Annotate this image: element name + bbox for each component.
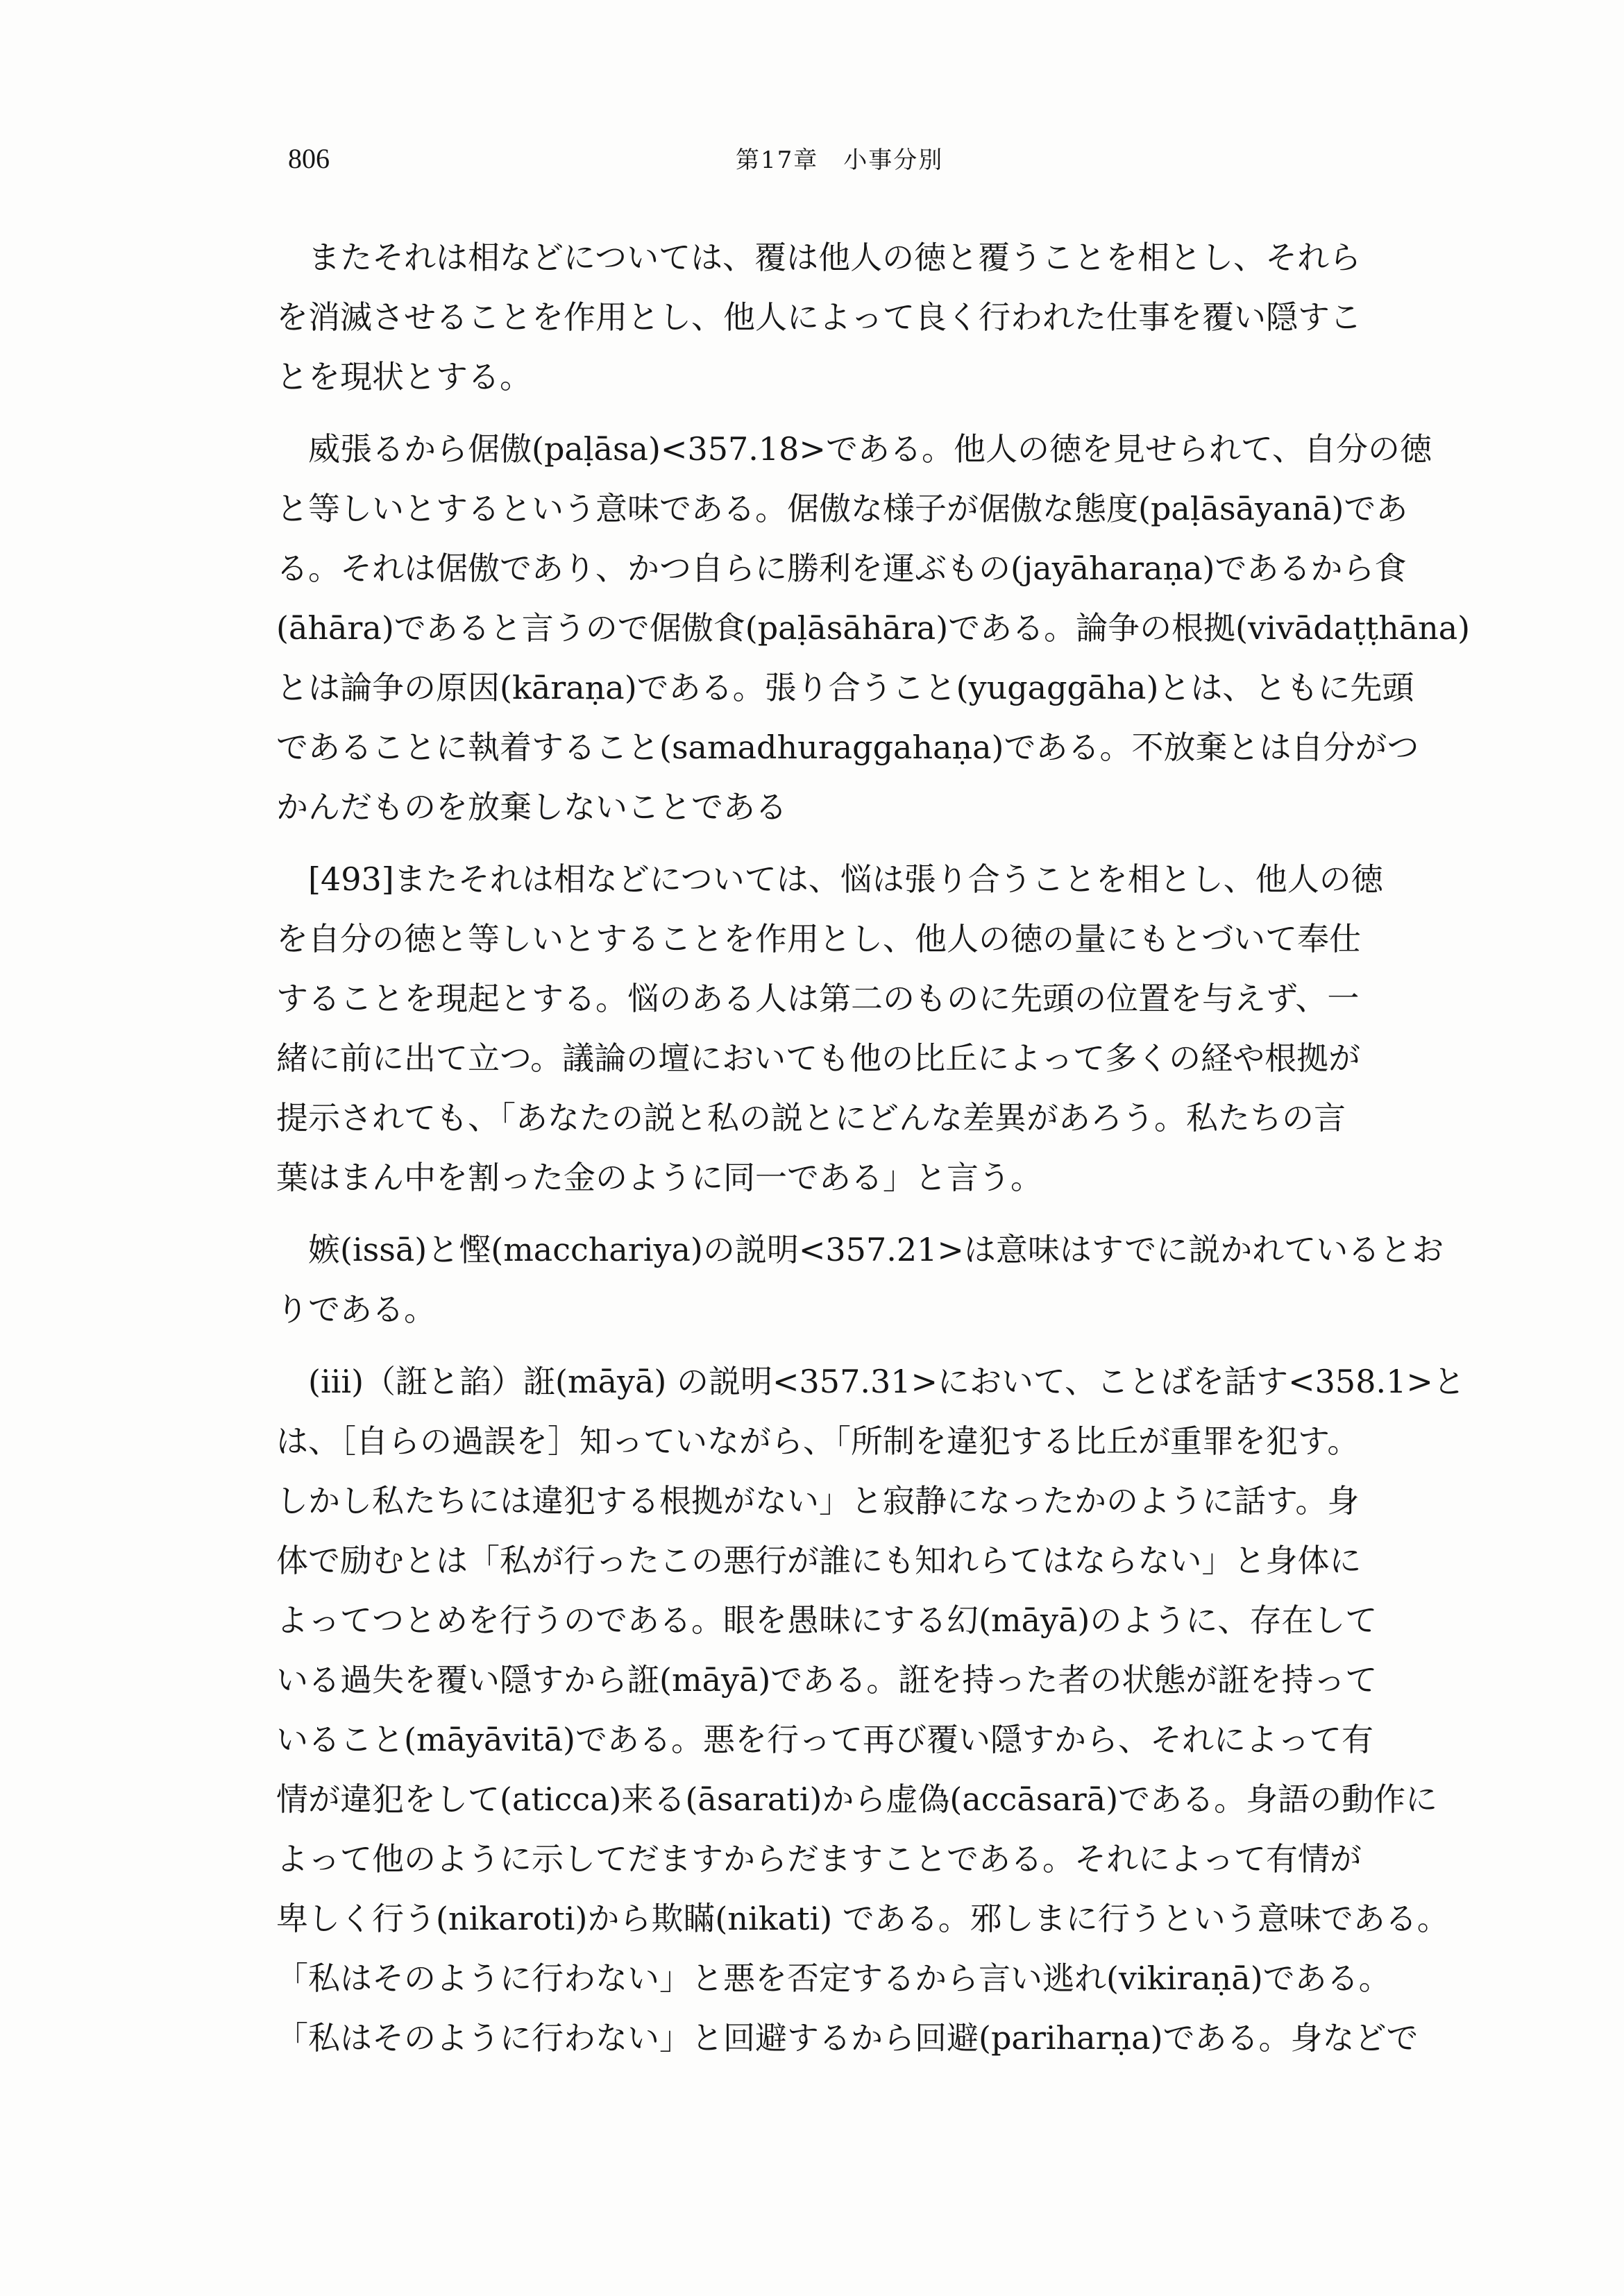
text-line: 威張るから倨傲(paḷāsa)<357.18>である。他人の徳を見せられて、自分の徳: [308, 430, 1432, 468]
text-line: 「私はそのように行わない」と悪を否定するから言い逃れ(vikiraṇā)である。: [276, 1959, 1391, 1997]
paragraph-4: [276, 1220, 1464, 1339]
paragraph-2: [276, 419, 1471, 837]
text-line: しかし私たちには違犯する根拠がない」と寂静になったかのように話す。身: [276, 1482, 1360, 1520]
running-head: 第17章 小事分別: [736, 146, 944, 174]
text-line: よってつとめを行うのである。眼を愚昧にする幻(māyā)のように、存在して: [276, 1601, 1378, 1639]
text-line: またそれは相などについては、覆は他人の徳と覆うことを相とし、それら: [308, 239, 1362, 276]
text-line: (āhāra)であると言うので倨傲食(paḷāsāhāra)である。論争の根拠(vivādaṭṭhāna): [276, 609, 1471, 647]
text-line: [493]またそれは相などについては、悩は張り合うことを相とし、他人の徳: [308, 860, 1383, 898]
body-text: [276, 228, 1471, 2080]
text-line: とを現状とする。: [276, 358, 532, 396]
text-line: と等しいとするという意味である。倨傲な様子が倨傲な態度(paḷāsāyanā)であ: [276, 490, 1408, 527]
text-line: る。それは倨傲であり、かつ自らに勝利を運ぶもの(jayāharaṇa)であるから食: [276, 550, 1407, 587]
paragraph-3: [276, 849, 1464, 1207]
text-line: かんだものを放棄しないことである: [276, 788, 787, 826]
text-line: 体で励むとは「私が行ったこの悪行が誰にも知れらてはならない」と身体に: [276, 1542, 1362, 1579]
text-line: 情が違犯をして(aticca)来る(āsarati)から虚偽(accāsarā)である。身語の動作に: [276, 1780, 1438, 1818]
text-line: を消滅させることを作用とし、他人によって良く行われた仕事を覆い隠すこ: [276, 298, 1362, 336]
page-number: 806: [288, 143, 330, 174]
text-line: 提示されても、「あなたの説と私の説とにどんな差異があろう。私たちの言: [276, 1099, 1346, 1137]
text-line: 卑しく行う(nikaroti)から欺瞞(nikati) である。邪しまに行うという意味である。: [276, 1900, 1449, 1937]
paragraph-5: [276, 1352, 1464, 2068]
text-line: することを現起とする。悩のある人は第二のものに先頭の位置を与えず、一: [276, 980, 1360, 1017]
text-line: とは論争の原因(kāraṇa)である。張り合うこと(yugaggāha)とは、ともに先頭: [276, 669, 1414, 706]
text-line: (iii)（誑と諂）誑(māyā) の説明<357.31>において、ことばを話す<358.1>と: [308, 1363, 1465, 1400]
text-line: 緒に前に出て立つ。議論の壇においても他の比丘によって多くの経や根拠が: [276, 1039, 1361, 1077]
text-line: いること(māyāvitā)である。悪を行って再び覆い隠すから、それによって有: [276, 1721, 1373, 1758]
text-line: を自分の徳と等しいとすることを作用とし、他人の徳の量にもとづいて奉仕: [276, 920, 1362, 958]
paragraph-1: [276, 228, 1464, 407]
text-line: りである。: [276, 1291, 436, 1328]
text-line: 「私はそのように行わない」と回避するから回避(pariharṇa)である。身などで: [276, 2019, 1419, 2057]
text-line: であることに執着すること(samadhuraggahaṇa)である。不放棄とは自分がつ: [276, 729, 1419, 766]
text-line: 葉はまん中を割った金のように同一である」と言う。: [276, 1159, 1042, 1196]
text-line: 嫉(issā)と慳(macchariya)の説明<357.21>は意味はすでに説かれているとお: [308, 1231, 1444, 1268]
text-line: いる過失を覆い隠すから誑(māyā)である。誑を持った者の状態が誑を持って: [276, 1661, 1378, 1699]
text-line: は、［自らの過誤を］知っていながら、「所制を違犯する比丘が重罪を犯す。: [276, 1422, 1360, 1460]
text-line: よって他のように示してだますからだますことである。それによって有情が: [276, 1840, 1362, 1878]
